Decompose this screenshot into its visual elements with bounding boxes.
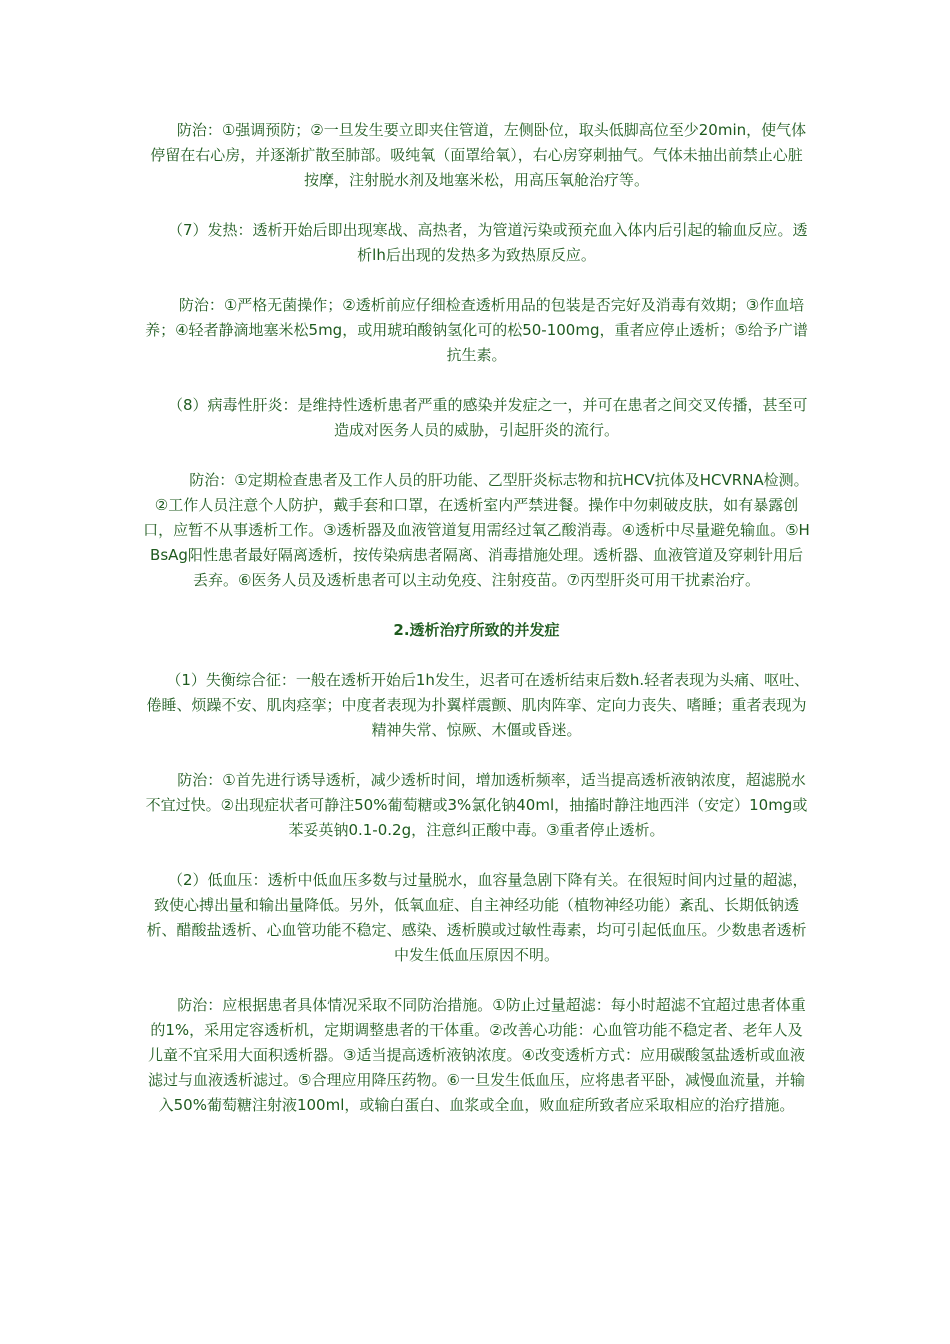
paragraph-fever: （7）发热：透析开始后即出现寒战、高热者，为管道污染或预充血入体内后引起的输血反应。透析lh后出现的发热多为致热原反应。	[145, 221, 808, 264]
document-page	[143, 118, 810, 1118]
paragraph-hypotension: （2）低血压：透析中低血压多数与过量脱水，血容量急剧下降有关。在很短时间内过量的超滤，致使心搏出量和输出量降低。另外，低氧血症、自主神经功能（植物神经功能）紊乱、长期低钠透析、醋酸盐透析、心血管功能不稳定、感染、透析膜或过敏性毒素，均可引起低血压。少数患者透析中发生低血压原因不明。	[145, 871, 808, 964]
paragraph-air-embolism-treatment: 防治：①强调预防；②一旦发生要立即夹住管道，左侧卧位，取头低脚高位至少20min，使气体停留在右心房，并逐渐扩散至肺部。吸纯氧（面罩给氧），右心房穿刺抽气。气体未抽出前禁止心脏按摩，注射脱水剂及地塞米松，用高压氧舱治疗等。	[146, 121, 807, 189]
section-heading: 2.透析治疗所致的并发症	[393, 621, 560, 639]
paragraph-hypotension-treatment: 防治：应根据患者具体情况采取不同防治措施。①防止过量超滤：每小时超滤不宜超过患者体重的1%，采用定容透析机，定期调整患者的干体重。②改善心功能：心血管功能不稳定者、老年人及儿童不宜采用大面积透析器。③适当提高透析液钠浓度。④改变透析方式：应用碳酸氢盐透析或血液滤过与血液透析滤过。⑤合理应用降压药物。⑥一旦发生低血压，应将患者平卧，减慢血流量，并输入50%葡萄糖注射液100ml，或输白蛋白、血浆或全血，败血症所致者应采取相应的治疗措施。	[147, 996, 806, 1114]
paragraph-fever-treatment: 防治：①严格无菌操作；②透析前应仔细检查透析用品的包装是否完好及消毒有效期；③作血培养；④轻者静滴地塞米松5mg，或用琥珀酸钠氢化可的松50-100mg，重者应停止透析；⑤给予广谱抗生素。	[145, 296, 808, 364]
paragraph-disequilibrium: （1）失衡综合征：一般在透析开始后1h发生，迟者可在透析结束后数h.轻者表现为头痛、呕吐、倦睡、烦躁不安、肌肉痉挛；中度者表现为扑翼样震颤、肌肉阵挛、定向力丧失、嗜睡；重者表现为精神失常、惊厥、木僵或昏迷。	[143, 671, 810, 739]
paragraph-viral-hepatitis: （8）病毒性肝炎：是维持性透析患者严重的感染并发症之一，并可在患者之间交叉传播，甚至可造成对医务人员的威胁，引起肝炎的流行。	[145, 396, 808, 439]
paragraph-hepatitis-treatment: 防治：①定期检查患者及工作人员的肝功能、乙型肝炎标志物和抗HCV抗体及HCVRNA检测。②工作人员注意个人防护，戴手套和口罩，在透析室内严禁进餐。操作中勿刺破皮肤，如有暴露创口，应暂不从事透析工作。③透析器及血液管道复用需经过氧乙酸消毒。④透析中尽量避免输血。⑤HBsAg阳性患者最好隔离透析，按传染病患者隔离、消毒措施处理。透析器、血液管道及穿刺针用后丢弃。⑥医务人员及透析患者可以主动免疫、注射疫苗。⑦丙型肝炎可用干扰素治疗。	[143, 471, 810, 589]
paragraph-disequilibrium-treatment: 防治：①首先进行诱导透析，减少透析时间，增加透析频率，适当提高透析液钠浓度，超滤脱水不宜过快。②出现症状者可静注50%葡萄糖或3%氯化钠40ml，抽搐时静注地西泮（安定）10mg或苯妥英钠0.1-0.2g，注意纠正酸中毒。③重者停止透析。	[145, 771, 808, 839]
